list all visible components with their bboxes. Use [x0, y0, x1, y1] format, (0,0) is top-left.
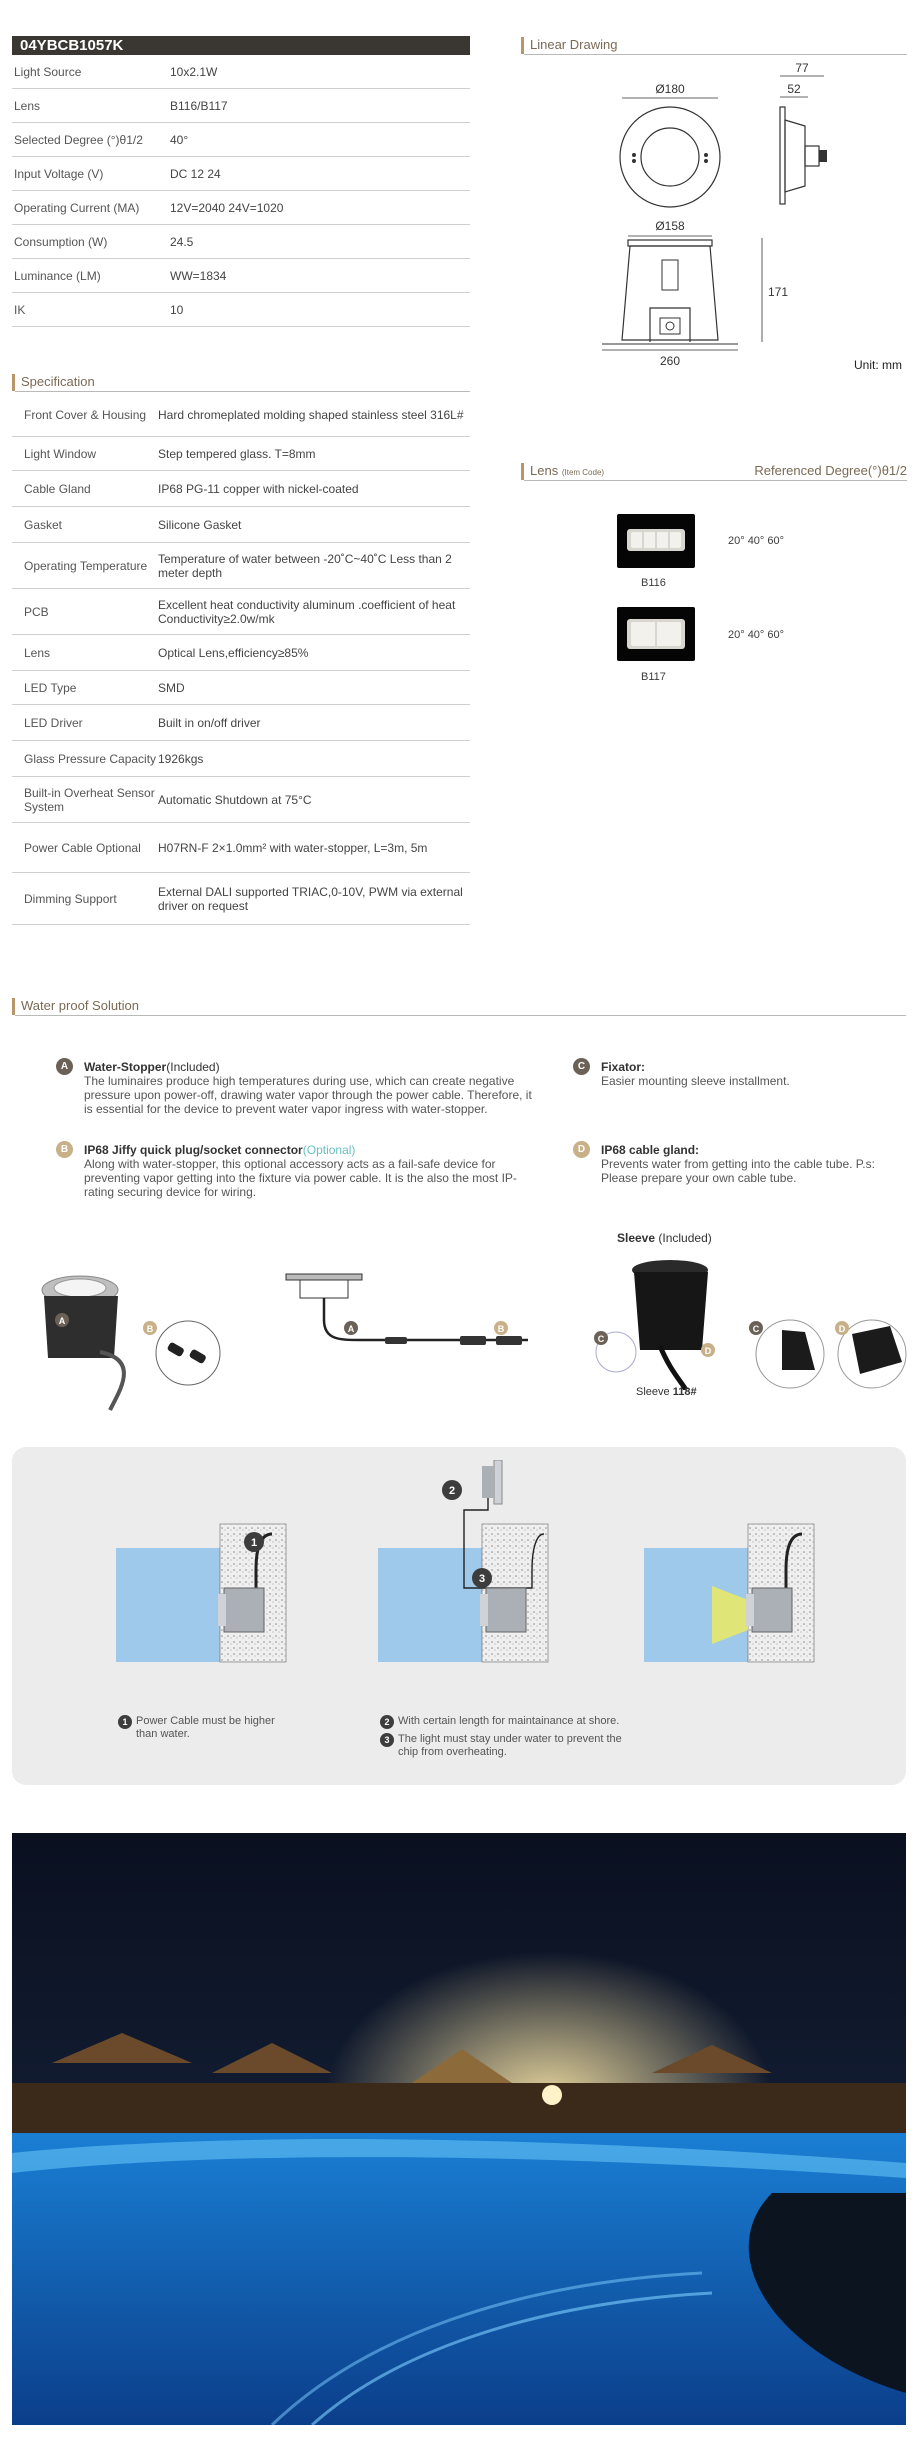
sleeve-label-text: Sleeve — [617, 1231, 656, 1245]
specification-label: Built-in Overheat Sensor System — [24, 785, 155, 814]
specification-row — [12, 543, 470, 589]
specification-label: Lens — [24, 645, 51, 660]
spec-row — [12, 157, 470, 191]
specification-label: PCB — [24, 604, 49, 619]
badge-a: A — [56, 1058, 73, 1075]
specification-label: Dimming Support — [24, 891, 117, 906]
specification-value: Silicone Gasket — [158, 517, 242, 532]
screw-left — [632, 153, 636, 157]
mini-fixture-flange — [286, 1274, 362, 1280]
specification-label: LED Driver — [24, 715, 83, 730]
pool-night-photo — [12, 1833, 906, 2425]
specification-row — [12, 471, 470, 507]
d180-label: Ø180 — [655, 82, 685, 96]
socket-connector — [496, 1336, 522, 1345]
specification-row — [12, 741, 470, 777]
unit-label: Unit: mm — [854, 358, 902, 372]
spec-label: Light Source — [14, 64, 82, 79]
fixator-body: Easier mounting sleeve installment. — [601, 1074, 790, 1088]
height-label: 171 — [768, 285, 789, 299]
spec-value: WW=1834 — [170, 268, 227, 283]
spec-row — [12, 259, 470, 293]
spec-label: Luminance (LM) — [14, 268, 101, 283]
svg-text:D: D — [838, 1324, 846, 1334]
water-stopper-body: The luminaires produce high temperatures during use, which can create negative pressure upon power-off, drawing water vapor through the power cable. Therefore, it is essential for the device to prevent water vapor ingress with water-stopper. — [84, 1074, 532, 1116]
waterproof-title: Water proof Solution — [21, 998, 140, 1013]
spec-row — [12, 89, 470, 123]
spec-value: 10x2.1W — [170, 64, 218, 79]
spec-value: B116/B117 — [170, 98, 228, 113]
specification-value: Automatic Shutdown at 75°C — [158, 792, 312, 807]
front-inner-ring — [641, 128, 699, 186]
sleeve-caption — [636, 1386, 697, 1398]
jiffy-connector-body: Along with water-stopper, this optional accessory acts as a fail-safe device for preventing vapor getting into the fixture via power cable. It is the also the most IP-rating securing device for wiring. — [84, 1157, 517, 1199]
svg-text:A: A — [347, 1324, 355, 1334]
spec-label: Consumption (W) — [14, 234, 108, 249]
accessory-illustrations — [30, 1260, 590, 1420]
model-title: 04YBCB1057K — [12, 36, 470, 55]
front-outer-ring — [620, 107, 720, 207]
cable-gland-body: Prevents water from getting into the cable tube. P.s: Please prepare your own cable tube. — [601, 1157, 875, 1185]
note-2-text: With certain length for maintainance at shore. — [398, 1715, 620, 1727]
sleeve-illustrations — [590, 1250, 910, 1390]
side-flange — [780, 107, 785, 204]
specification-label: Front Cover & Housing — [24, 407, 147, 422]
specification-value: Step tempered glass. T=8mm — [158, 446, 316, 461]
note-2-number: 2 — [380, 1715, 394, 1729]
lens-b116-icon — [617, 514, 695, 568]
specification-row — [12, 777, 470, 823]
specification-label: Power Cable Optional — [24, 840, 141, 855]
specification-value: Hard chromeplated molding shaped stainless steel 316L# — [158, 407, 464, 422]
spec-label: Selected Degree (°)θ1/2 — [14, 132, 143, 147]
water-stopper-title — [84, 1060, 220, 1074]
specification-value: Excellent heat conductivity aluminum .coefficient of heat Conductivity≥2.0w/mk — [158, 597, 456, 626]
fixator-title: Fixator: — [601, 1060, 646, 1074]
lens-heading — [521, 463, 907, 480]
waterproof-heading — [12, 998, 906, 1015]
specification-value: Optical Lens,efficiency≥85% — [158, 645, 309, 660]
water-stopper-name: Water-Stopper — [84, 1060, 167, 1074]
jiffy-connector-name: IP68 Jiffy quick plug/socket connector — [84, 1143, 303, 1157]
specification-value: IP68 PG-11 copper with nickel-coated — [158, 481, 359, 496]
lens-item-code: (Item Code) — [561, 468, 605, 477]
badge-c: C — [573, 1058, 590, 1075]
lens-b116-code: B116 — [641, 577, 666, 589]
lens-b117-image — [617, 607, 695, 661]
specification-label: Glass Pressure Capacity — [24, 751, 157, 766]
specification-label: Gasket — [24, 517, 63, 532]
svg-text:B: B — [497, 1324, 505, 1334]
svg-text:3: 3 — [478, 1573, 486, 1585]
water-stopper-suffix: (Included) — [166, 1060, 220, 1074]
svg-text:1: 1 — [250, 1537, 258, 1549]
specification-value: SMD — [158, 680, 185, 695]
lens-b116-image — [617, 514, 695, 568]
specification-label: Operating Temperature — [24, 558, 148, 573]
fixture-1 — [224, 1588, 264, 1632]
svg-text:C: C — [752, 1324, 760, 1334]
lens-b117-code: B117 — [641, 671, 666, 683]
specification-label: Cable Gland — [24, 481, 91, 496]
width-label: 260 — [659, 354, 681, 368]
w77-label: 77 — [795, 61, 809, 75]
linear-drawing-heading — [521, 37, 907, 54]
specification-row — [12, 507, 470, 543]
specification-value: H07RN-F 2×1.0mm² with water-stopper, L=3m, 5m — [158, 840, 428, 855]
installation-diagrams — [112, 1460, 832, 1720]
sleeve-label — [617, 1231, 712, 1245]
svg-text:D: D — [704, 1346, 712, 1356]
specification-value: 1926kgs — [158, 751, 204, 766]
specification-row — [12, 589, 470, 635]
specification-heading — [12, 374, 470, 391]
note-1-text: Power Cable must be higher than water. — [136, 1715, 275, 1740]
connector-detail-circle — [156, 1321, 220, 1385]
specification-row — [12, 873, 470, 925]
specification-row — [12, 705, 470, 741]
spec-label: Input Voltage (V) — [14, 166, 104, 181]
spec-value: DC 12 24 — [170, 166, 221, 181]
spec-value: 40° — [170, 132, 189, 147]
fixture-3 — [752, 1588, 792, 1632]
spec-value: 12V=2040 24V=1020 — [170, 200, 284, 215]
specification-value: External DALI supported TRIAC,0-10V, PWM via external driver on request — [158, 884, 463, 913]
linear-drawing-figure — [600, 60, 840, 370]
svg-text:2: 2 — [448, 1485, 456, 1497]
specification-value: Built in on/off driver — [158, 715, 261, 730]
jiffy-connector-title — [84, 1143, 355, 1157]
badge-d: D — [573, 1141, 590, 1158]
water-2 — [378, 1548, 482, 1662]
lens-b117-icon — [617, 607, 695, 661]
spec-value: 24.5 — [170, 234, 194, 249]
svg-text:B: B — [146, 1324, 154, 1334]
sleeve-top — [628, 240, 712, 246]
jiffy-connector-suffix: (Optional) — [302, 1143, 356, 1157]
coiled-cable — [100, 1352, 124, 1410]
spec-row — [12, 191, 470, 225]
lens-title: Lens — [530, 463, 559, 478]
spec-row — [12, 293, 470, 327]
lamp-glow — [542, 2085, 562, 2105]
plug-connector — [460, 1336, 486, 1345]
lens-b116-degrees: 20° 40° 60° — [728, 535, 785, 547]
specification-label: LED Type — [24, 680, 77, 695]
spec-label: Lens — [14, 98, 41, 113]
specification-row — [12, 823, 470, 873]
spec-value: 10 — [170, 302, 184, 317]
w52-label: 52 — [787, 82, 801, 96]
side-body — [785, 120, 805, 192]
cable-gland-title: IP68 cable gland: — [601, 1143, 700, 1157]
specification-title: Specification — [21, 374, 95, 389]
note-3-number: 3 — [380, 1733, 394, 1747]
svg-text:C: C — [597, 1334, 605, 1344]
fixture-2 — [486, 1588, 526, 1632]
spec-row — [12, 123, 470, 157]
spec-row — [12, 55, 470, 89]
water-1 — [116, 1548, 220, 1662]
lens-b117-degrees: 20° 40° 60° — [728, 629, 785, 641]
note-1-number: 1 — [118, 1715, 132, 1729]
spec-label: Operating Current (MA) — [14, 200, 140, 215]
specification-row — [12, 671, 470, 705]
spec-row — [12, 225, 470, 259]
luminaire-housing — [44, 1296, 118, 1358]
sleeve-caption-text: Sleeve — [636, 1386, 670, 1398]
sleeve-code: 118# — [672, 1386, 697, 1398]
lens-degree-header: Referenced Degree(°)θ1/2 — [754, 463, 907, 478]
d158-label: Ø158 — [655, 219, 685, 233]
svg-text:A: A — [58, 1316, 66, 1326]
sleeve-body-image — [634, 1272, 708, 1350]
specification-value: Temperature of water between -20˚C~40˚C Less than 2 meter depth — [158, 551, 452, 580]
specification-row — [12, 437, 470, 471]
specification-row — [12, 393, 470, 437]
specification-label: Light Window — [24, 446, 97, 461]
badge-b: B — [56, 1141, 73, 1158]
spec-label: IK — [14, 302, 26, 317]
note-3-text: The light must stay under water to prevent the chip from overheating. — [398, 1733, 622, 1758]
linear-drawing-title: Linear Drawing — [530, 37, 618, 52]
specification-row — [12, 635, 470, 671]
screw-right — [704, 153, 708, 157]
sleeve-included: (Included) — [658, 1231, 712, 1245]
